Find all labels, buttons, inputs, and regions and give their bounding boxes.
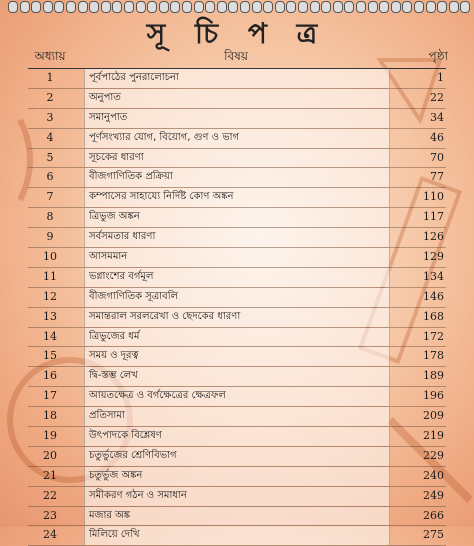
chapter-page: 189 (423, 369, 444, 383)
table-row (28, 268, 446, 288)
chapter-page: 146 (423, 289, 444, 303)
chapter-subject: প্রতিসামা (84, 407, 390, 426)
chapter-page: 219 (423, 429, 444, 443)
chapter-number: 18 (43, 409, 57, 423)
chapter-page: 209 (423, 409, 444, 423)
table-row (28, 288, 446, 308)
chapter-page: 126 (423, 230, 444, 244)
chapter-number: 1 (46, 71, 54, 84)
chapter-subject: পূর্বপাঠের পুনরালোচনা (84, 69, 390, 88)
spiral-binding (0, 0, 474, 12)
chapter-number: 16 (43, 369, 57, 383)
chapter-number: 9 (46, 230, 54, 244)
table-row (28, 328, 446, 348)
page-title: সূ চি প ত্র (146, 17, 328, 50)
chapter-subject: সূচকের ধারণা (84, 149, 390, 168)
chapter-subject: চতুর্ভুজ অঙ্কন (84, 467, 390, 486)
table-row (28, 487, 446, 507)
chapter-subject: দ্বি-স্তম্ভ লেখ (84, 367, 390, 386)
chapter-subject: মজার অঙ্ক (84, 507, 390, 526)
table-row (28, 228, 446, 248)
chapter-subject: সমীকরণ গঠন ও সমাধান (84, 487, 390, 506)
chapter-number: 19 (43, 429, 57, 443)
chapter-subject: সময় ও দূরত্ব (84, 347, 390, 366)
table-row (28, 526, 446, 546)
chapter-number: 21 (43, 468, 57, 482)
table-row (28, 347, 446, 367)
table-row (28, 427, 446, 447)
chapter-subject: বীজগাণিতিক সূত্রাবলি (84, 288, 390, 307)
table-row (28, 407, 446, 427)
table-row (28, 467, 446, 487)
chapter-page: 134 (423, 269, 444, 283)
chapter-number: 11 (43, 269, 57, 283)
table-row (28, 129, 446, 149)
chapter-page: 1 (437, 71, 444, 84)
chapter-page: 22 (430, 90, 444, 104)
chapter-number: 13 (43, 309, 57, 323)
contents-table (28, 68, 446, 546)
table-row (28, 387, 446, 407)
table-row (28, 208, 446, 228)
chapter-subject: ভগ্নাংশের বর্গমূল (84, 268, 390, 287)
table-row (28, 188, 446, 208)
table-row (28, 149, 446, 169)
chapter-subject: পূর্ণসংখ্যার যোগ, বিয়োগ, গুণ ও ভাগ (84, 129, 390, 148)
chapter-number: 22 (43, 488, 57, 502)
chapter-number: 24 (43, 528, 57, 542)
chapter-page: 70 (430, 150, 444, 164)
chapter-subject: অনুপাত (84, 89, 390, 108)
chapter-number: 2 (46, 90, 54, 104)
chapter-number: 8 (46, 210, 54, 224)
chapter-page: 117 (423, 210, 444, 224)
table-row (28, 367, 446, 387)
chapter-subject: সর্বসমতার ধারণা (84, 228, 390, 247)
table-header (30, 48, 448, 70)
table-row (28, 308, 446, 328)
table-row (28, 248, 446, 268)
chapter-subject: কম্পাসের সাহায্যে নির্দিষ্ট কোণ অঙ্কন (84, 188, 390, 207)
chapter-page: 275 (423, 528, 444, 542)
chapter-number: 4 (46, 130, 54, 144)
chapter-page: 249 (423, 488, 444, 502)
chapter-subject: আয়তক্ষেত্র ও বর্গক্ষেত্রের ক্ষেত্রফল (84, 387, 390, 406)
chapter-page: 178 (423, 349, 444, 363)
chapter-subject: আসমমান (84, 248, 390, 267)
chapter-subject: ত্রিভুজ অঙ্কন (84, 208, 390, 227)
header-subject: বিষয় (224, 49, 248, 63)
chapter-number: 20 (43, 448, 57, 462)
chapter-number: 7 (46, 190, 54, 204)
chapter-subject: মিলিয়ে দেখি (84, 526, 390, 545)
chapter-page: 46 (430, 130, 444, 144)
chapter-number: 15 (43, 349, 57, 363)
chapter-subject: সমান্তরাল সরলরেখা ও ছেদকের ধারণা (84, 308, 390, 327)
chapter-number: 17 (43, 389, 57, 403)
table-row (28, 69, 446, 89)
chapter-number: 12 (43, 289, 57, 303)
header-page: পৃষ্ঠা (428, 49, 448, 63)
chapter-subject: বীজগাণিতিক প্রক্রিয়া (84, 168, 390, 187)
chapter-number: 5 (46, 150, 54, 164)
chapter-page: 77 (430, 170, 444, 184)
table-row (28, 447, 446, 467)
chapter-subject: চতুর্ভুজের শ্রেণিবিভাগ (84, 447, 390, 466)
chapter-subject: উৎপাদকে বিশ্লেষণ (84, 427, 390, 446)
chapter-page: 266 (423, 508, 444, 522)
chapter-page: 168 (423, 309, 444, 323)
table-row (28, 89, 446, 109)
table-row (28, 168, 446, 188)
chapter-number: 3 (46, 110, 54, 124)
chapter-number: 14 (43, 329, 57, 343)
header-chapter: অধ্যায় (34, 49, 66, 63)
chapter-page: 129 (423, 250, 444, 264)
chapter-number: 23 (43, 508, 57, 522)
chapter-subject: ত্রিভুজের ধর্ম (84, 328, 390, 347)
table-row (28, 109, 446, 129)
chapter-page: 196 (423, 389, 444, 403)
chapter-page: 34 (430, 110, 444, 124)
chapter-subject: সমানুপাত (84, 109, 390, 128)
chapter-page: 229 (423, 448, 444, 462)
chapter-number: 10 (43, 250, 57, 264)
chapter-page: 110 (423, 190, 444, 204)
chapter-page: 172 (423, 329, 444, 343)
chapter-number: 6 (46, 170, 54, 184)
table-row (28, 507, 446, 527)
chapter-page: 240 (423, 468, 444, 482)
